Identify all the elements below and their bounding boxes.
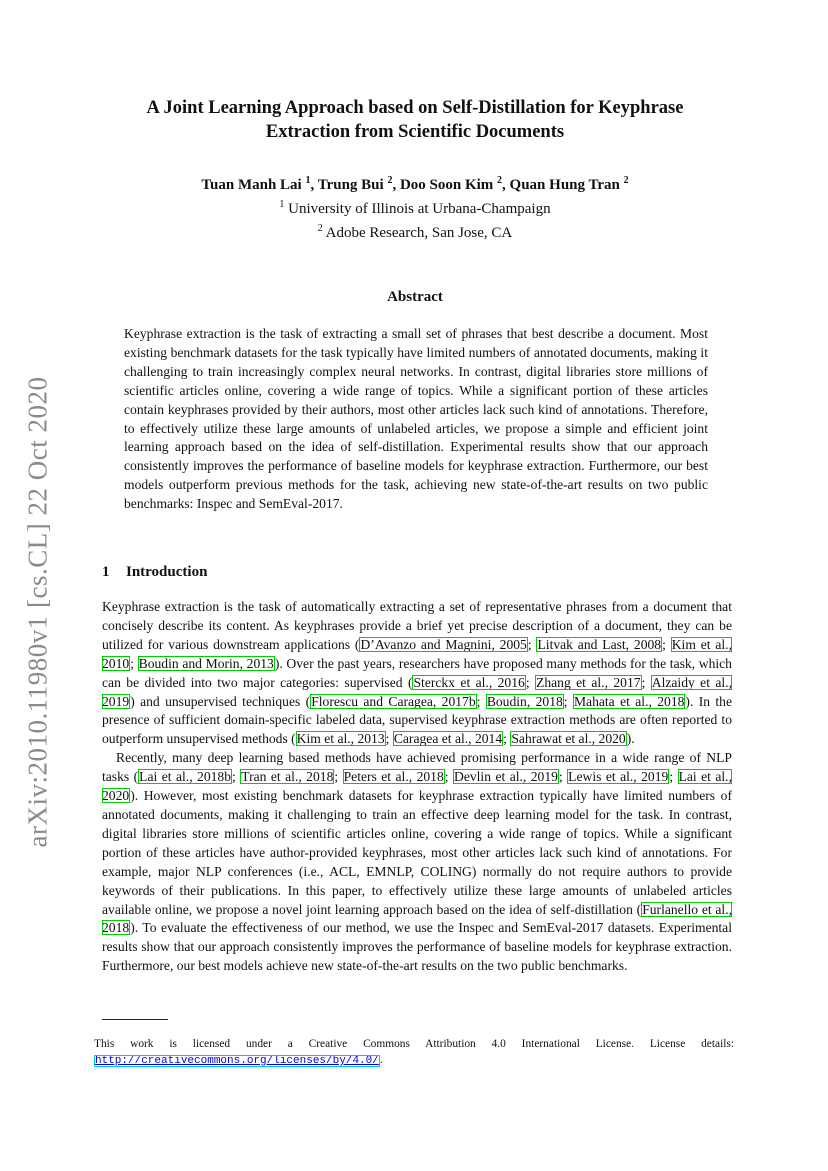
introduction-body — [102, 598, 732, 976]
citation-link[interactable]: Peters et al., 2018 — [343, 769, 444, 785]
citation-link[interactable]: Florescu and Caragea, 2017b — [311, 693, 476, 709]
author-block — [100, 171, 730, 243]
citation-link[interactable]: Boudin and Morin, 2013 — [138, 655, 274, 671]
citation-link[interactable]: Tran et al., 2018 — [241, 769, 334, 785]
paragraph-text: Keyphrase extraction is the task of automatically extracting a set of representative phrases from a document that concisely describe its content. As keyphrases provide a brief yet precise description of a document, they can be utilized for various downstream applications ( — [102, 599, 732, 652]
author: Tuan Manh Lai — [201, 177, 302, 193]
affiliation-line — [100, 219, 730, 243]
paragraph-text: ; — [232, 769, 241, 785]
citation-link[interactable]: Sterckx et al., 2016 — [413, 674, 525, 690]
paragraph-text: ). — [626, 731, 635, 747]
citation-link[interactable]: Litvak and Last, 2008 — [537, 636, 662, 652]
paragraph-text: ; — [563, 693, 573, 709]
citation-link[interactable]: Kim et al., 2013 — [296, 731, 385, 747]
footnote-rule — [102, 1019, 168, 1020]
section-title: Introduction — [126, 564, 208, 580]
paragraph-text: ; — [503, 731, 511, 747]
author-affiliation-mark: 1 — [305, 175, 311, 186]
paragraph-text: ; — [130, 655, 138, 671]
paragraph-text: ; — [385, 731, 393, 747]
citation-link[interactable]: Boudin, 2018 — [486, 693, 563, 709]
section-heading — [102, 564, 207, 581]
paragraph — [102, 749, 732, 976]
citation-link[interactable]: Alzaidy et al., 2019 — [102, 674, 733, 709]
paragraph-text: ; — [558, 769, 568, 785]
citation-link[interactable]: Furlanello et al., 2018 — [102, 901, 732, 936]
author: Trung Bui — [317, 177, 384, 193]
author-list: Tuan Manh Lai $^1$, Trung Bui $^2$, Doo Soon Kim $^2$, Quan Hung Tran $^2$ — [201, 175, 629, 193]
paragraph-text: ) and unsupervised techniques ( — [130, 693, 311, 709]
abstract-heading: Abstract — [387, 289, 443, 305]
citation-link[interactable]: Devlin et al., 2019 — [454, 769, 558, 785]
paragraph-text: ; — [476, 693, 486, 709]
abstract-body: Keyphrase extraction is the task of extracting a small set of phrases that best describe a document. Most existing benchmark datasets for the task typically have limited numbers of annotated documents, making it challenging to train increasingly complex neural networks. In contrast, digital libraries store millions of scientific articles online, covering a wide range of topics. While a significant portion of these articles contain keyphrases provided by their authors, most other articles lack such kind of annotations. Therefore, to effectively utilize these large amounts of unlabeled articles, we propose a simple and efficient joint learning approach based on the idea of self-distillation. Experimental results show that our approach consistently improves the performance of baseline models for keyphrase extraction. Furthermore, our best models outperform previous methods for the task, achieving new state-of-the-art results on two public benchmarks: Inspec and SemEval-2017. — [124, 326, 708, 512]
citation-link[interactable]: Sahrawat et al., 2020 — [511, 731, 626, 747]
title-line-2: Extraction from Scientific Documents — [265, 122, 565, 142]
footnote-text: This work is licensed under a Creative Commons Attribution 4.0 International License. License details: — [94, 1038, 734, 1050]
citation-link[interactable]: Zhang et al., 2017 — [536, 674, 641, 690]
license-link[interactable]: http://creativecommons.org/licenses/by/4.0/ — [95, 1055, 379, 1067]
affiliation-line — [100, 195, 730, 219]
citation-link[interactable]: Lai et al., 2020 — [102, 769, 732, 804]
license-footnote — [94, 1036, 734, 1069]
citation-link[interactable]: Lewis et al., 2019 — [568, 769, 669, 785]
citation-link[interactable]: Caragea et al., 2014 — [393, 731, 503, 747]
affiliation-number: 2 — [317, 223, 323, 234]
paragraph-text: ; — [334, 769, 343, 785]
paragraph-text: ; — [669, 769, 678, 785]
author: Quan Hung Tran — [509, 177, 620, 193]
paper-title — [100, 96, 730, 144]
footnote-end: . — [379, 1054, 383, 1066]
paragraph-text: ). In the presence of sufficient domain-specific labeled data, supervised keyphrase extraction methods are often reported to outperform unsupervised methods ( — [102, 693, 733, 747]
author-affiliation-mark: 2 — [387, 175, 393, 186]
citation-link[interactable]: Mahata et al., 2018 — [573, 693, 685, 709]
citation-link[interactable]: Lai et al., 2018b — [139, 769, 232, 785]
paragraph-text: ; — [444, 769, 453, 785]
paragraph-text: ; — [527, 636, 537, 652]
arxiv-identifier: arXiv:2010.11980v1 [cs.CL] 22 Oct 2020 — [22, 376, 53, 848]
section-number: 1 — [102, 564, 110, 580]
title-line-1: A Joint Learning Approach based on Self-Distillation for Keyphrase — [146, 98, 684, 118]
author: Doo Soon Kim — [399, 177, 494, 193]
paragraph-text: Recently, many deep learning based methods have achieved promising performance in a wide range of NLP tasks ( — [102, 750, 732, 785]
paragraph-text: ). However, most existing benchmark datasets for keyphrase extraction typically have limited numbers of annotated documents, making it challenging to train an effective deep learning model for the task. In contrast, digital libraries store millions of scientific articles online, covering a wide range of topics. While a significant portion of these articles have author-provided keyphrases, most other articles lack such kind of annotations. For example, major NLP conferences (i.e., ACL, EMNLP, COLING) normally do not require authors to provide keywords of their publications. In this paper, to effectively utilize these large amounts of unlabeled articles available online, we propose a novel joint learning approach based on the idea of self-distillation ( — [102, 788, 732, 917]
paragraph-text: ; — [641, 674, 651, 690]
citation-link[interactable]: D’Avanzo and Magnini, 2005 — [360, 636, 527, 652]
paragraph-text: ). To evaluate the effectiveness of our method, we use the Inspec and SemEval-2017 datasets. Experimental results show that our approach consistently improves the performance of baseline models for keyphrase extraction. Furthermore, our best models achieve new state-of-the-art results on the two public benchmarks. — [102, 920, 732, 974]
paragraph-text: ). Over the past years, researchers have proposed many methods for the task, which can be divided into two major categories: supervised ( — [102, 655, 732, 690]
affiliation-number: 1 — [279, 199, 285, 210]
affiliation-text: Adobe Research, San Jose, CA — [325, 225, 513, 241]
author-affiliation-mark: 2 — [497, 175, 503, 186]
author-affiliation-mark: 2 — [623, 175, 629, 186]
paragraph-text: ; — [662, 636, 671, 652]
paragraph — [102, 598, 732, 749]
paragraph-text: ; — [525, 674, 536, 690]
citation-link[interactable]: Kim et al., 2010 — [102, 636, 732, 671]
affiliation-text: University of Illinois at Urbana-Champaign — [288, 201, 551, 217]
